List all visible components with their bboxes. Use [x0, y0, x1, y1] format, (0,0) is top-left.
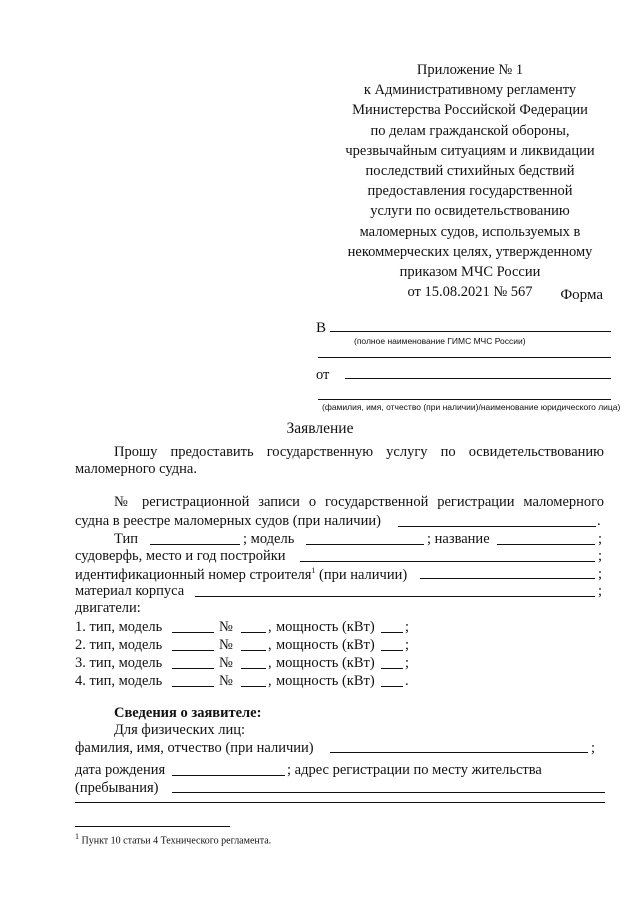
type-label: Тип — [114, 531, 139, 547]
engine-4-model-field[interactable] — [172, 686, 214, 687]
applicant-heading: Сведения о заявителе: — [114, 705, 262, 721]
engine-4-comma: , — [268, 673, 272, 689]
reg-line2: судна в реестре маломерных судов (при наличии) — [75, 513, 381, 529]
builder-id-label: идентификационный номер строителя — [75, 566, 312, 583]
hull-label: материал корпуса — [75, 583, 185, 599]
model-field[interactable] — [306, 544, 424, 545]
appendix-line: некоммерческих целях, утвержденному — [347, 243, 593, 260]
engine-3-power-field[interactable] — [381, 668, 403, 669]
type-field[interactable] — [150, 544, 240, 545]
name-field[interactable] — [497, 544, 595, 545]
appendix-line: чрезвычайным ситуациям и ликвидации — [345, 142, 595, 159]
address-field-line2[interactable] — [75, 802, 605, 803]
builder-id-row — [75, 566, 407, 584]
dob-label: дата рождения — [75, 762, 166, 778]
from-field-line2[interactable] — [318, 399, 611, 400]
name-end: ; — [598, 531, 603, 547]
engine-1-model-field[interactable] — [172, 632, 214, 633]
builder-id-tail: (при наличии) — [319, 566, 408, 583]
engine-3-model-field[interactable] — [172, 668, 214, 669]
engine-2-power-field[interactable] — [381, 650, 403, 651]
engine-1-end: ; — [405, 619, 410, 635]
engine-2-number-field[interactable] — [241, 650, 266, 651]
engine-3-type: 3. тип, модель — [75, 655, 163, 671]
engine-3-number-field[interactable] — [241, 668, 266, 669]
footnote-number: 1 — [75, 832, 79, 841]
to-prefix: В — [316, 320, 327, 336]
shipyard-label: судоверфь, место и год постройки — [75, 548, 286, 564]
engines-label: двигатели: — [75, 600, 141, 616]
appendix-line: последствий стихийных бедствий — [365, 163, 575, 180]
stay-label: (пребывания) — [75, 780, 159, 796]
appendix-line: по делам гражданской обороны, — [370, 122, 570, 139]
footnote-separator — [75, 826, 230, 827]
individuals-label: Для физических лиц: — [114, 722, 246, 738]
form-label: Форма — [560, 287, 603, 303]
engine-4-power-field[interactable] — [381, 686, 403, 687]
fio-label: фамилия, имя, отчество (при наличии) — [75, 740, 314, 756]
fio-field[interactable] — [330, 752, 588, 753]
shipyard-end: ; — [598, 548, 603, 564]
reg-line1: № регистрационной записи о государственной регистрации маломерного — [114, 494, 604, 510]
from-hint: (фамилия, имя, отчество (при наличии)/наименование юридического лица) — [322, 402, 621, 412]
dob-field[interactable] — [172, 775, 285, 776]
engine-2-model-field[interactable] — [172, 650, 214, 651]
engine-3-comma: , — [268, 655, 272, 671]
address-field[interactable] — [172, 792, 605, 793]
model-label: ; модель — [243, 531, 295, 547]
engine-3-power: мощность (кВт) — [276, 655, 375, 671]
engine-1-power: мощность (кВт) — [276, 619, 375, 635]
engine-2-type: 2. тип, модель — [75, 637, 163, 653]
request-line2: маломерного судна. — [75, 461, 197, 477]
engine-1-power-field[interactable] — [381, 632, 403, 633]
appendix-line: приказом МЧС России — [399, 264, 541, 281]
hull-end: ; — [598, 583, 603, 599]
address-label: ; адрес регистрации по месту жительства — [287, 762, 542, 778]
hull-field[interactable] — [195, 596, 595, 597]
from-prefix: от — [316, 367, 330, 383]
engine-2-comma: , — [268, 637, 272, 653]
engine-4-num: № — [219, 673, 233, 689]
request-line1: Прошу предоставить государственную услугу по освидетельствованию — [114, 444, 604, 460]
appendix-line: Министерства Российской Федерации — [352, 102, 588, 119]
footnote — [75, 832, 271, 846]
name-label: ; название — [427, 531, 490, 547]
engine-4-power: мощность (кВт) — [276, 673, 375, 689]
engine-1-num: № — [219, 619, 233, 635]
to-hint: (полное наименование ГИМС МЧС России) — [354, 336, 526, 346]
engine-4-type: 4. тип, модель — [75, 673, 163, 689]
appendix-line: к Административному регламенту — [363, 82, 577, 99]
engine-1-type: 1. тип, модель — [75, 619, 163, 635]
engine-2-num: № — [219, 637, 233, 653]
to-field-line2[interactable] — [318, 357, 611, 358]
appendix-header — [330, 60, 610, 302]
engine-3-end: ; — [405, 655, 410, 671]
builder-id-field[interactable] — [420, 578, 595, 579]
appendix-line: предоставления государственной — [367, 183, 573, 200]
footnote-ref: 1 — [311, 566, 316, 575]
fio-end: ; — [591, 740, 596, 756]
engine-4-number-field[interactable] — [241, 686, 266, 687]
engine-1-comma: , — [268, 619, 272, 635]
footnote-text: Пункт 10 статьи 4 Технического регламента. — [81, 835, 272, 847]
engine-4-end: . — [405, 673, 409, 689]
reg-end: . — [597, 513, 601, 529]
document-title: Заявление — [286, 420, 354, 437]
shipyard-field[interactable] — [300, 561, 595, 562]
appendix-line: услуги по освидетельствованию — [370, 203, 570, 220]
engine-2-end: ; — [405, 637, 410, 653]
reg-number-field[interactable] — [398, 526, 596, 527]
appendix-line: от 15.08.2021 № 567 — [407, 284, 533, 301]
engine-1-number-field[interactable] — [241, 632, 266, 633]
appendix-line: маломерных судов, используемых в — [359, 223, 581, 240]
from-field[interactable] — [345, 378, 611, 379]
to-field[interactable] — [330, 331, 611, 332]
appendix-line: Приложение № 1 — [416, 62, 524, 78]
builder-id-end: ; — [598, 566, 603, 582]
engine-3-num: № — [219, 655, 233, 671]
engine-2-power: мощность (кВт) — [276, 637, 375, 653]
